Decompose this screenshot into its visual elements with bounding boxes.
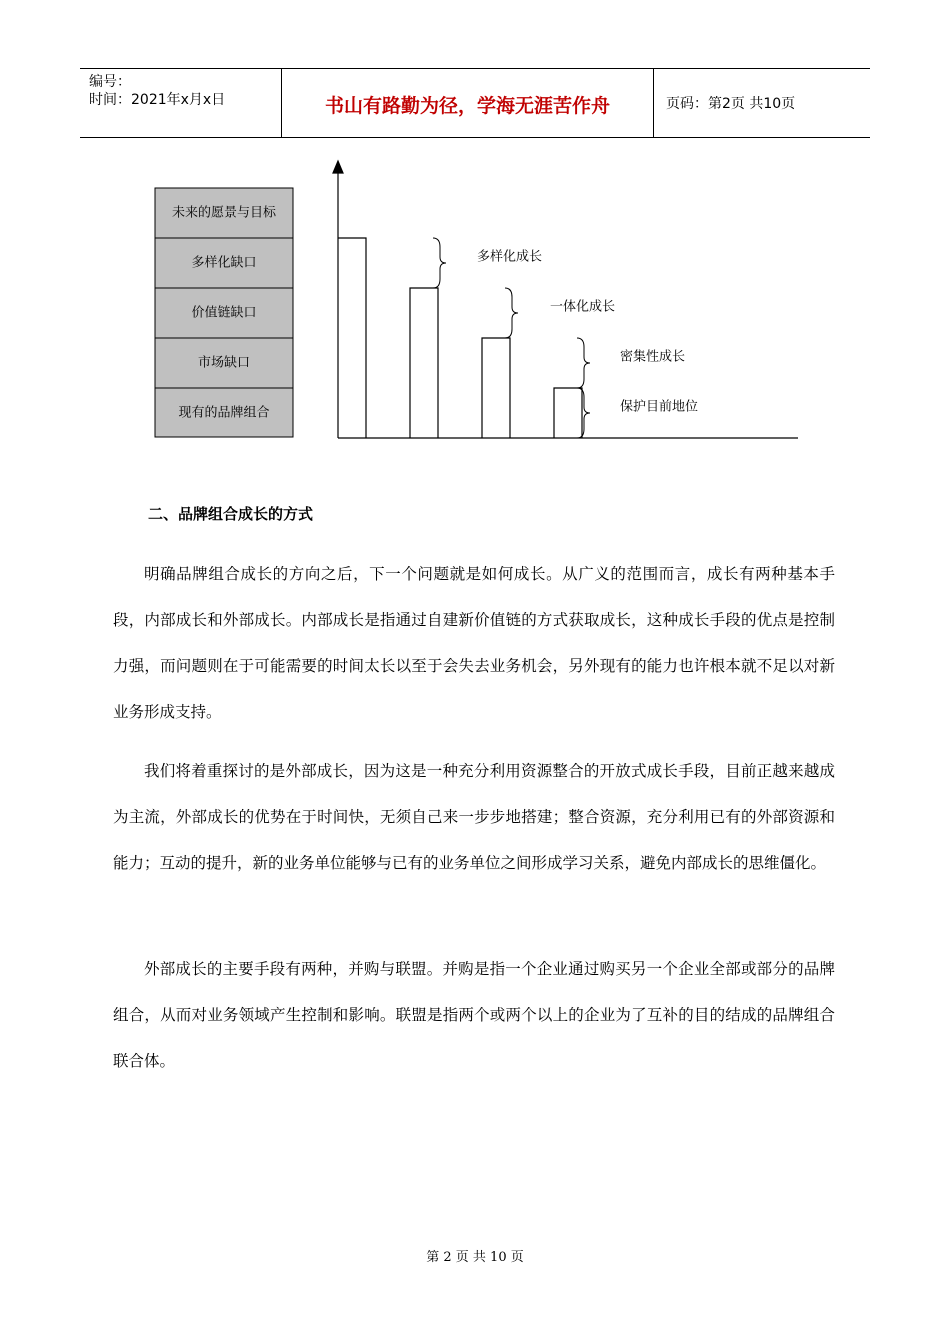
brace-icon bbox=[577, 388, 590, 438]
page-footer: 第 2 页 共 10 页 bbox=[426, 1250, 524, 1265]
gap-box-label: 现有的品牌组合 bbox=[178, 405, 270, 421]
gap-box-label: 市场缺口 bbox=[197, 355, 251, 371]
brand-growth-diagram bbox=[150, 155, 810, 455]
growth-label: 保护目前地位 bbox=[620, 399, 699, 415]
gap-box-stack bbox=[155, 188, 293, 437]
page-header bbox=[80, 68, 870, 138]
step-bar bbox=[554, 388, 582, 438]
document-date-label: 时间：2021年x月x日 bbox=[89, 92, 226, 108]
body-paragraph: 我们将着重探讨的是外部成长，因为这是一种充分利用资源整合的开放式成长手段，目前正越来越成为主流，外部成长的优势在于时间快，无须自己来一步步地搭建；整合资源，充分利用已有的外部资源和能力；互动的提升，新的业务单位能够与已有的业务单位之间形成学习关系，避免内部成长的思维僵化。 bbox=[113, 762, 835, 872]
body-paragraph: 外部成长的主要手段有两种，并购与联盟。并购是指一个企业通过购买另一个企业全部或部分的品牌组合，从而对业务领域产生控制和影响。联盟是指两个或两个以上的企业为了互补的目的结成的品牌组合联合体。 bbox=[113, 960, 835, 1070]
gap-box-label: 价值链缺口 bbox=[191, 305, 257, 321]
brace-icon bbox=[433, 238, 446, 288]
header-page-info: 页码：第2页 共10页 bbox=[666, 96, 796, 112]
step-bar bbox=[410, 288, 438, 438]
gap-box-label: 多样化缺口 bbox=[191, 255, 257, 271]
header-meta-cell bbox=[80, 69, 282, 137]
growth-label: 一体化成长 bbox=[550, 299, 616, 315]
step-bars bbox=[338, 238, 582, 438]
brace-icon bbox=[505, 288, 518, 338]
step-bar bbox=[482, 338, 510, 438]
header-motto-cell bbox=[282, 69, 654, 137]
section-heading: 二、品牌组合成长的方式 bbox=[148, 505, 314, 523]
document-number-label: 编号： bbox=[89, 74, 131, 90]
body-paragraph: 明确品牌组合成长的方向之后，下一个问题就是如何成长。从广义的范围而言，成长有两种基本手段，内部成长和外部成长。内部成长是指通过自建新价值链的方式获取成长，这种成长手段的优点是控制力强，而问题则在于可能需要的时间太长以至于会失去业务机会，另外现有的能力也许根本就不足以对新业务形成支持。 bbox=[113, 565, 835, 721]
step-bar bbox=[338, 238, 366, 438]
header-motto: 书山有路勤为径，学海无涯苦作舟 bbox=[324, 95, 610, 117]
brace-icon bbox=[577, 338, 590, 388]
header-page-cell bbox=[654, 69, 870, 137]
gap-box-label: 未来的愿景与目标 bbox=[171, 205, 277, 221]
growth-braces bbox=[433, 238, 590, 438]
y-axis-arrow bbox=[333, 161, 343, 173]
growth-label: 多样化成长 bbox=[477, 249, 543, 265]
growth-label: 密集性成长 bbox=[620, 349, 686, 365]
